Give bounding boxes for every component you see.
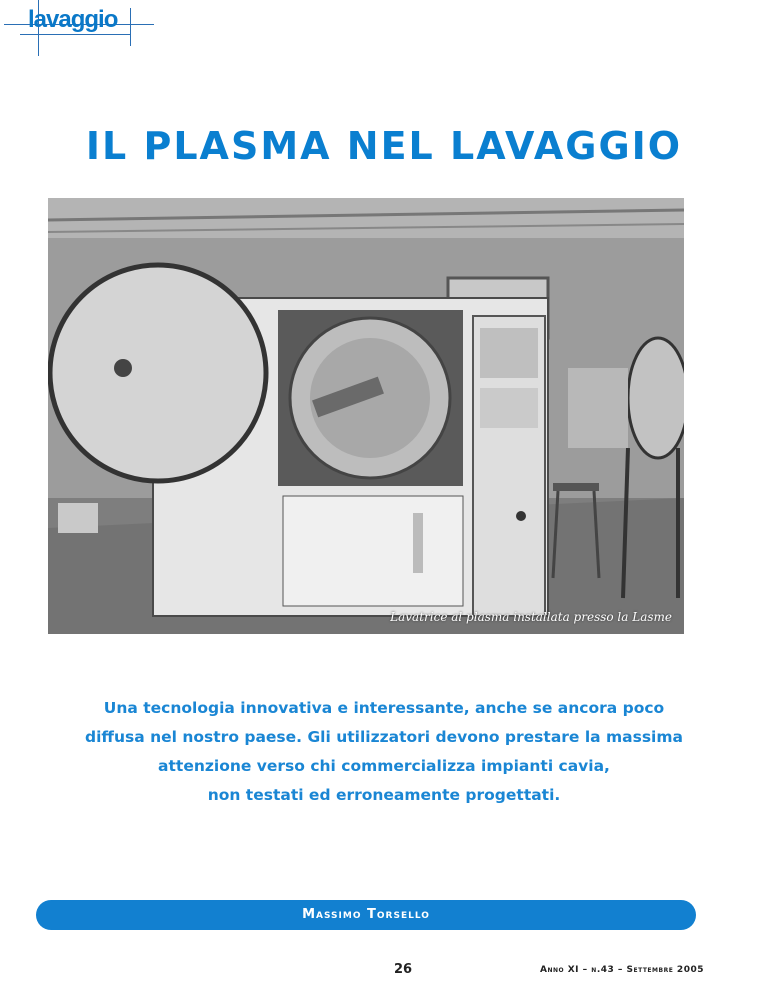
article-title: IL PLASMA NEL LAVAGGIO (85, 124, 683, 168)
article-lead (30, 694, 738, 810)
section-logo (0, 0, 170, 60)
lead-line: attenzione verso chi commercializza impianti cavia, (158, 757, 610, 775)
logo-rule (130, 8, 131, 46)
author-bar (36, 900, 696, 930)
lead-line: diffusa nel nostro paese. Gli utilizzatori devono prestare la massima (85, 728, 683, 746)
article-photo (48, 198, 684, 634)
lead-line: Una tecnologia innovativa e interessante, anche se ancora poco (103, 699, 665, 717)
photo-caption: Lavatrice al plasma installata presso la Lasme (390, 610, 672, 624)
issue-info: Anno XI – n.43 – Settembre 2005 (540, 965, 704, 975)
section-logo-text: lavaggio (28, 6, 118, 33)
author-name: Massimo Torsello (302, 907, 430, 922)
logo-rule (20, 34, 130, 35)
page-number: 26 (394, 962, 413, 977)
plasma-washer-illustration (48, 198, 684, 634)
lead-line: non testati ed erroneamente progettati. (207, 786, 561, 804)
